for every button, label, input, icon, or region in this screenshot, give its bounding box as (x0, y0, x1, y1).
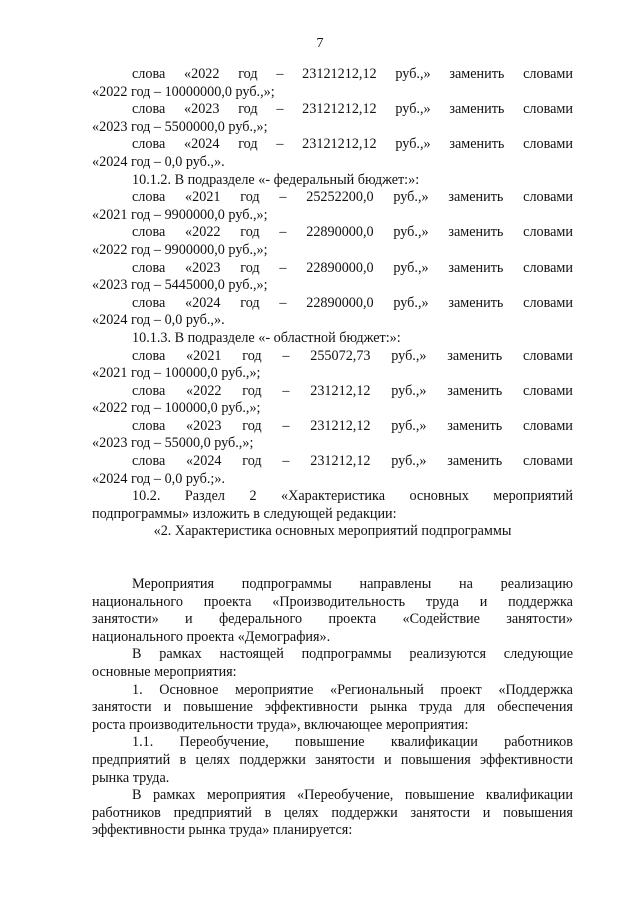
word: 255072,73 (310, 347, 371, 364)
word: эффективности (480, 751, 573, 768)
word: и (383, 751, 392, 768)
word: – (282, 347, 290, 364)
text-line (92, 383, 573, 401)
text-line (92, 418, 573, 436)
word: федерального (218, 611, 303, 628)
word: 23121212,12 (302, 66, 377, 82)
text-line: «2024 год – 0,0 руб.,». (92, 312, 225, 329)
word: занятости (92, 699, 152, 716)
word: 22890000,0 (306, 259, 374, 276)
word: слова (132, 453, 166, 470)
word: проекта (203, 593, 252, 610)
text-line (92, 136, 573, 154)
word: рынка (369, 699, 408, 716)
word: мероприятия (206, 787, 286, 804)
word: 23121212,12 (302, 136, 377, 153)
word: проекта (328, 611, 377, 628)
word: год (242, 453, 262, 470)
word: «2022 (184, 66, 220, 82)
word: словами (523, 347, 573, 364)
word: подпрограммы (301, 646, 392, 663)
word: реализацию (500, 576, 573, 593)
word: год (240, 189, 260, 206)
text-line: «2022 год – 10000000,0 руб.,»; (92, 83, 275, 100)
text-line: «2024 год – 0,0 руб.;». (92, 470, 226, 487)
word: «Характеристика (281, 488, 385, 505)
word: год (240, 294, 260, 311)
word: руб.,» (395, 136, 431, 153)
text-line (92, 787, 573, 805)
word: словами (523, 189, 573, 206)
word: национального (92, 593, 183, 610)
word: Основное (159, 681, 219, 698)
text-line: «2024 год – 0,0 руб.,». (92, 153, 225, 170)
word: для (464, 699, 486, 716)
word: слова (132, 382, 166, 399)
word: «2024 (185, 294, 221, 311)
word: обеспечения (497, 699, 573, 716)
text-line (92, 611, 573, 629)
word: год (240, 259, 260, 276)
text-line: «2021 год – 9900000,0 руб.,»; (92, 206, 268, 223)
word: поддержки (239, 751, 306, 768)
text-line: «2023 год – 5500000,0 руб.,»; (92, 118, 268, 135)
word: руб.,» (391, 382, 427, 399)
word: направлены (359, 576, 432, 593)
word: слова (132, 66, 166, 82)
word: 23121212,12 (302, 101, 377, 118)
word: год (238, 136, 258, 153)
text-line: роста производительности труда», включающее мероприятия: (92, 716, 469, 733)
word: словами (523, 453, 573, 470)
word: год (242, 417, 262, 434)
text-line: «2023 год – 5445000,0 руб.,»; (92, 277, 268, 294)
word: работников (92, 804, 161, 821)
word: руб.,» (391, 417, 427, 434)
word: 22890000,0 (306, 224, 374, 241)
word: – (279, 294, 287, 311)
word: В (132, 787, 142, 804)
word: 1.1. (132, 734, 154, 751)
word: руб.,» (393, 224, 429, 241)
word: 2 (249, 488, 257, 505)
word: слова (132, 294, 166, 311)
text-line: рынка труда. (92, 769, 170, 786)
word: руб.,» (393, 259, 429, 276)
word: словами (523, 417, 573, 434)
word: слова (132, 101, 166, 118)
word: повышения (503, 804, 573, 821)
text-line (92, 260, 573, 278)
page-number: 7 (316, 36, 324, 51)
word: заменить (448, 294, 504, 311)
word: реализуются (409, 646, 487, 663)
word: словами (523, 294, 573, 311)
word: Переобучение, (179, 734, 269, 751)
word: «Переобучение, (296, 787, 394, 804)
word: словами (523, 66, 573, 82)
word: «2021 (186, 347, 222, 364)
text-line: национального проекта «Демография». (92, 628, 331, 645)
word: 1. (132, 681, 143, 698)
word: эффективности (264, 699, 358, 716)
word: слова (132, 259, 166, 276)
text-line (92, 734, 573, 752)
word: труда (419, 699, 453, 716)
word: слова (132, 347, 166, 364)
word: руб.,» (391, 347, 427, 364)
word: заменить (449, 101, 505, 118)
document-body (92, 66, 573, 840)
text-line (92, 101, 573, 119)
word: труда (425, 593, 459, 610)
text-line (92, 646, 573, 664)
text-line: подпрограммы» изложить в следующей редакции: (92, 505, 397, 522)
word: проект (440, 681, 482, 698)
word: «2023 (186, 417, 222, 434)
word: слова (132, 136, 166, 153)
word: руб.,» (393, 294, 429, 311)
word: настоящей (219, 646, 284, 663)
word: год (238, 101, 258, 118)
word: слова (132, 417, 166, 434)
word: Раздел (184, 488, 225, 505)
word: словами (523, 136, 573, 153)
word: мероприятий (493, 488, 573, 505)
word: словами (523, 224, 573, 241)
word: предприятий (173, 804, 252, 821)
text-line (92, 576, 573, 594)
word: заменить (448, 259, 504, 276)
word: подпрограммы (241, 576, 332, 593)
word: и (185, 611, 193, 628)
word: – (279, 224, 287, 241)
word: и (163, 699, 172, 716)
word: следующие (503, 646, 573, 663)
word: – (276, 66, 284, 82)
word: слова (132, 189, 166, 206)
word: – (279, 189, 287, 206)
text-line (92, 594, 573, 612)
word: «2021 (185, 189, 221, 206)
word: заменить (447, 417, 503, 434)
word: – (282, 453, 290, 470)
word: слова (132, 224, 166, 241)
word: год (242, 382, 262, 399)
word: и (479, 593, 488, 610)
text-line (92, 224, 573, 242)
word: год (240, 224, 260, 241)
word: – (276, 101, 284, 118)
word: словами (523, 259, 573, 276)
word: заменить (449, 66, 505, 82)
word: – (282, 382, 290, 399)
word: повышение (183, 699, 253, 716)
word: словами (523, 382, 573, 399)
word: «2023 (185, 259, 221, 276)
word: квалификации (485, 787, 573, 804)
text-line (92, 752, 573, 770)
word: заменить (447, 347, 503, 364)
word: словами (523, 101, 573, 118)
word: год (238, 66, 258, 82)
word: в (264, 804, 272, 821)
text-line (92, 189, 573, 207)
word: 10.2. (132, 488, 161, 505)
word: – (276, 136, 284, 153)
word: «Содействие (402, 611, 480, 628)
word: предприятий (92, 751, 171, 768)
text-line: «2021 год – 100000,0 руб.,»; (92, 365, 261, 382)
text-line: основные мероприятия: (92, 664, 237, 680)
word: руб.,» (395, 101, 431, 118)
word: занятости (410, 804, 471, 821)
spacer (92, 541, 573, 576)
word: год (242, 347, 262, 364)
word: мероприятие (235, 681, 314, 698)
text-line: «2023 год – 55000,0 руб.,»; (92, 435, 254, 452)
word: «2022 (186, 382, 222, 399)
text-line (92, 699, 573, 717)
word: – (282, 417, 290, 434)
word: заменить (449, 136, 505, 153)
word: руб.,» (395, 66, 431, 82)
text-line: 10.1.3. В подразделе «- областной бюджет:»: (132, 329, 401, 346)
text-line (92, 348, 573, 366)
word: заменить (448, 224, 504, 241)
word: занятости» (92, 611, 159, 628)
word: повышение (294, 734, 365, 751)
word: «2024 (186, 453, 222, 470)
word: 22890000,0 (306, 294, 374, 311)
word: занятости (315, 751, 375, 768)
word: основных (409, 488, 469, 505)
word: занятости» (506, 611, 573, 628)
word: рамках (152, 787, 196, 804)
text-line: «2. Характеристика основных мероприятий подпрограммы (153, 523, 512, 540)
word: «Производительность (272, 593, 406, 610)
text-line: «2022 год – 9900000,0 руб.,»; (92, 241, 268, 258)
word: – (279, 259, 287, 276)
text-line (92, 488, 573, 506)
word: «2022 (185, 224, 221, 241)
word: «2023 (184, 101, 220, 118)
text-line (92, 805, 573, 823)
word: и (482, 804, 491, 821)
word: целях (284, 804, 319, 821)
word: 231212,12 (310, 382, 371, 399)
word: рамках (159, 646, 202, 663)
text-line: «2022 год – 100000,0 руб.,»; (92, 400, 261, 417)
text-line (92, 295, 573, 313)
word: «Региональный (330, 681, 424, 698)
text-line (92, 682, 573, 700)
text-line: 10.1.2. В подразделе «- федеральный бюджет:»: (132, 171, 420, 188)
word: повышения (400, 751, 471, 768)
word: «2024 (184, 136, 220, 153)
word: поддержки (331, 804, 398, 821)
word: 231212,12 (310, 453, 371, 470)
word: 231212,12 (310, 417, 371, 434)
word: руб.,» (393, 189, 429, 206)
word: в (179, 751, 187, 768)
word: 25252200,0 (306, 189, 374, 206)
word: квалификации (390, 734, 478, 751)
word: заменить (448, 189, 504, 206)
word: заменить (447, 382, 503, 399)
word: «Поддержка (498, 681, 573, 698)
word: на (458, 576, 473, 593)
text-line (92, 453, 573, 471)
word: повышение (404, 787, 475, 804)
text-line (92, 66, 573, 84)
word: целях (195, 751, 231, 768)
word: работников (504, 734, 573, 751)
word: Мероприятия (132, 576, 215, 593)
word: В (132, 646, 142, 663)
text-line: эффективности рынка труда» планируется: (92, 822, 353, 839)
word: поддержка (508, 593, 573, 610)
word: руб.,» (391, 453, 427, 470)
word: заменить (447, 453, 503, 470)
